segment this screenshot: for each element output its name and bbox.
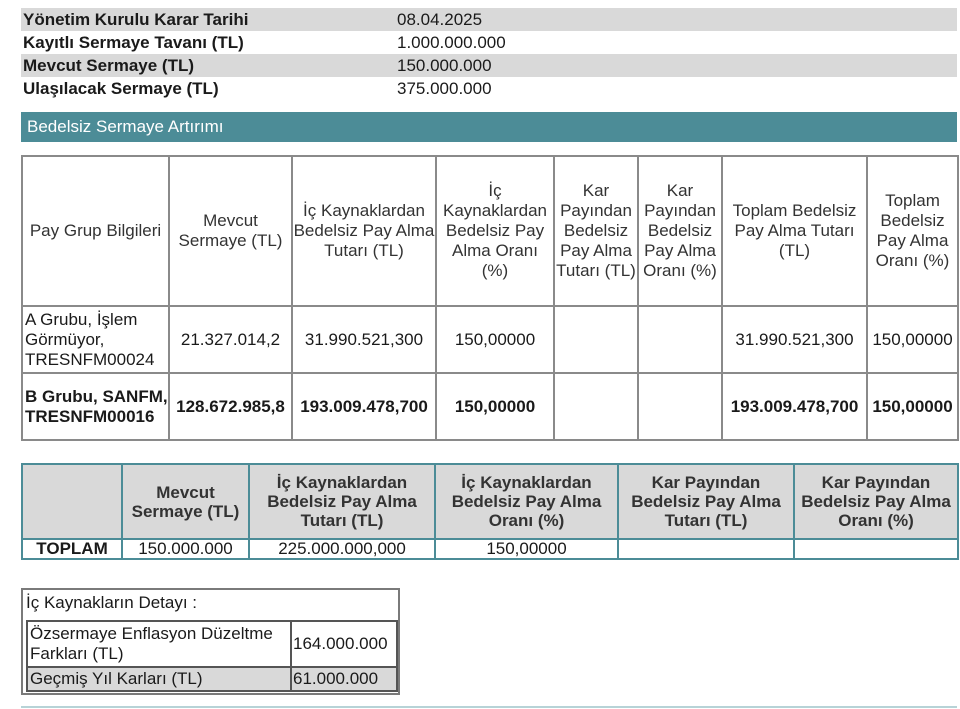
column-header: Kar Payından Bedelsiz Pay Alma Oranı (%) (794, 464, 958, 539)
info-value: 1.000.000.000 (397, 32, 506, 52)
detail-table (26, 620, 398, 692)
detail-row (27, 621, 397, 667)
table-cell: 150,00000 (867, 373, 958, 440)
table-cell: 150,00000 (436, 306, 554, 373)
info-row-registered-capital-ceiling (21, 31, 957, 54)
table-cell (618, 539, 794, 559)
column-header (22, 464, 122, 539)
column-header: Mevcut Sermaye (TL) (169, 156, 292, 306)
info-value: 375.000.000 (397, 78, 492, 98)
column-header: İç Kaynaklardan Bedelsiz Pay Alma Tutarı (TL) (292, 156, 436, 306)
table-cell: 21.327.014,2 (169, 306, 292, 373)
info-label: Kayıtlı Sermaye Tavanı (TL) (23, 32, 244, 52)
table-cell (794, 539, 958, 559)
column-header: Kar Payından Bedelsiz Pay Alma Tutarı (TL) (554, 156, 638, 306)
column-header: İç Kaynaklardan Bedelsiz Pay Alma Oranı (%) (435, 464, 618, 539)
table-cell: 31.990.521,300 (722, 306, 867, 373)
share-group-table (21, 155, 959, 441)
info-value: 08.04.2025 (397, 9, 483, 29)
table-cell: 150.000.000 (122, 539, 249, 559)
table-cell: 150,00000 (436, 373, 554, 440)
totals-row (22, 539, 958, 559)
column-header: Kar Payından Bedelsiz Pay Alma Oranı (%) (638, 156, 722, 306)
table-cell (554, 306, 638, 373)
table-cell: 193.009.478,700 (292, 373, 436, 440)
decision-info (21, 8, 957, 100)
table-header-row (22, 156, 958, 306)
table-cell: 193.009.478,700 (722, 373, 867, 440)
divider (21, 706, 957, 708)
table-cell (554, 373, 638, 440)
table-cell: 150,00000 (435, 539, 618, 559)
info-label: Mevcut Sermaye (TL) (23, 55, 194, 75)
detail-value: 61.000.000 (291, 667, 397, 691)
totals-table (21, 463, 959, 560)
internal-sources-detail (21, 588, 400, 695)
table-cell: 150,00000 (867, 306, 958, 373)
totals-header-row (22, 464, 958, 539)
info-row-target-capital (21, 77, 957, 100)
table-cell: 128.672.985,8 (169, 373, 292, 440)
table-cell (638, 306, 722, 373)
info-label: Yönetim Kurulu Karar Tarihi (23, 9, 249, 29)
column-header: Pay Grup Bilgileri (22, 156, 169, 306)
section-header: Bedelsiz Sermaye Artırımı (21, 112, 957, 142)
column-header: Toplam Bedelsiz Pay Alma Oranı (%) (867, 156, 958, 306)
detail-label: Özsermaye Enflasyon Düzeltme Farkları (TL) (27, 621, 291, 667)
column-header: Toplam Bedelsiz Pay Alma Tutarı (TL) (722, 156, 867, 306)
table-cell: 31.990.521,300 (292, 306, 436, 373)
table-cell: B Grubu, SANFM, TRESNFM00016 (22, 373, 169, 440)
info-label: Ulaşılacak Sermaye (TL) (23, 78, 219, 98)
column-header: İç Kaynaklardan Bedelsiz Pay Alma Oranı (%) (436, 156, 554, 306)
table-cell (638, 373, 722, 440)
detail-label: Geçmiş Yıl Karları (TL) (27, 667, 291, 691)
table-cell: A Grubu, İşlem Görmüyor, TRESNFM00024 (22, 306, 169, 373)
detail-row (27, 667, 397, 691)
column-header: Kar Payından Bedelsiz Pay Alma Tutarı (TL) (618, 464, 794, 539)
table-row (22, 306, 958, 373)
column-header: Mevcut Sermaye (TL) (122, 464, 249, 539)
info-value: 150.000.000 (397, 55, 492, 75)
column-header: İç Kaynaklardan Bedelsiz Pay Alma Tutarı (TL) (249, 464, 435, 539)
table-row (22, 373, 958, 440)
detail-value: 164.000.000 (291, 621, 397, 667)
totals-label: TOPLAM (22, 539, 122, 559)
info-row-decision-date (21, 8, 957, 31)
info-row-current-capital (21, 54, 957, 77)
detail-title: İç Kaynakların Detayı : (26, 593, 198, 612)
table-cell: 225.000.000,000 (249, 539, 435, 559)
